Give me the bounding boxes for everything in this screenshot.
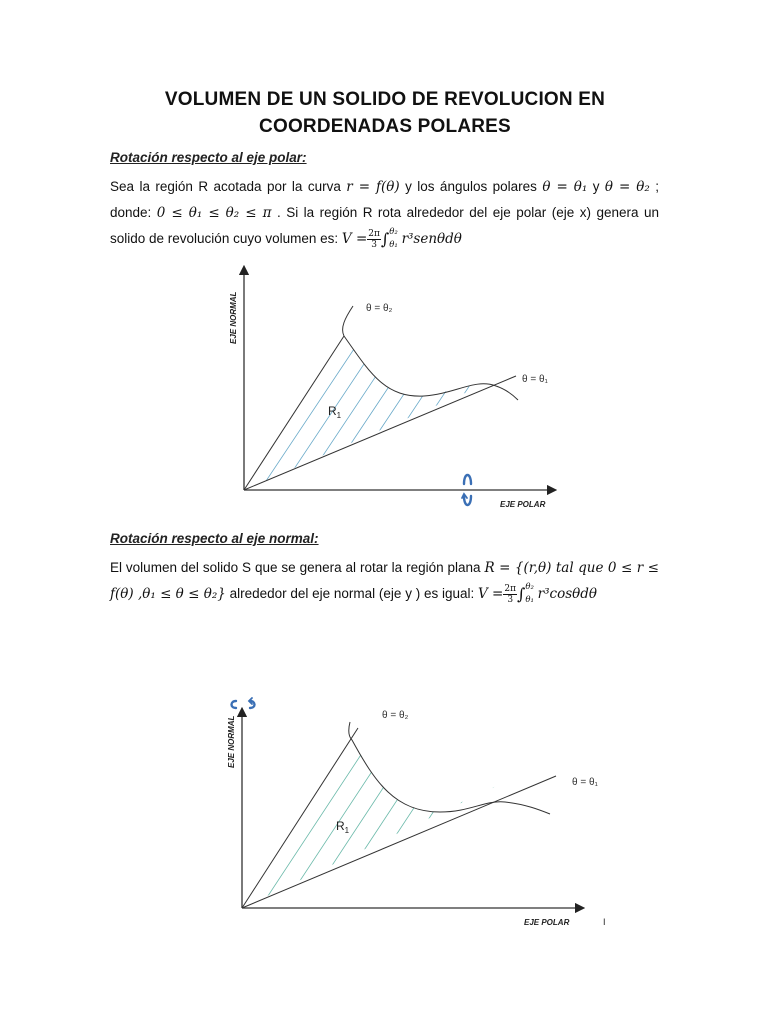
- volume-lhs: V =: [341, 231, 368, 247]
- text: ;: [655, 179, 659, 194]
- text: . Si la región R rota alrededor del eje polar (eje x) genera un solido de revolución cuyo volumen es:: [110, 205, 659, 246]
- ray-theta-1: [244, 376, 516, 490]
- paragraph-normal: [110, 555, 659, 607]
- stray-mark: I: [603, 917, 606, 927]
- figure-polar-rotation: [200, 258, 600, 518]
- integrand: r³cosθdθ: [537, 586, 598, 602]
- section-heading-polar: Rotación respecto al eje polar:: [110, 150, 307, 165]
- region-hatching: [240, 340, 500, 490]
- region-label: $R_1$: [336, 819, 350, 835]
- region-set-definition: R = {(r,θ) tal que 0 ≤ r ≤ f(θ) ,θ₁ ≤ θ ≤ θ₂}: [110, 560, 659, 602]
- axis-label-x: EJE POLAR: [524, 918, 570, 927]
- region-hatching: [238, 738, 526, 908]
- text: y los ángulos polares: [405, 179, 537, 194]
- paragraph-polar: [110, 174, 659, 252]
- ray-label-theta-1: θ = θ₁: [522, 374, 548, 385]
- angle-equation-1: θ = θ₁: [542, 179, 588, 195]
- text: y: [592, 179, 600, 194]
- integral-sign: ∫: [517, 584, 526, 604]
- volume-lhs: V =: [478, 586, 504, 602]
- fraction: $\frac{2\pi}{3}$: [368, 228, 380, 250]
- curve-r-f-theta: [349, 722, 550, 814]
- ray-theta-2: [242, 728, 358, 908]
- angle-equation-2: θ = θ₂: [604, 179, 650, 195]
- rotation-arrow-icon: [232, 698, 255, 708]
- axis-label-x: EJE POLAR: [500, 500, 546, 509]
- ray-theta-1: [242, 776, 556, 908]
- integral-sign: ∫: [380, 229, 390, 249]
- text: donde:: [110, 205, 152, 220]
- figure-normal-rotation: [200, 682, 630, 932]
- integrand: r³senθdθ: [401, 231, 462, 247]
- fraction: $\frac{2\pi}{3}$: [504, 583, 517, 605]
- integral-limits: θ₂ θ₁: [525, 582, 534, 606]
- curve-equation: r = f(θ): [346, 179, 400, 195]
- text: alrededor del eje normal (eje y ) es igual:: [229, 586, 475, 601]
- ray-label-theta-1: θ = θ₁: [572, 777, 598, 788]
- page-title: VOLUMEN DE UN SOLIDO DE REVOLUCION EN COORDENADAS POLARES: [164, 89, 606, 137]
- axis-label-y: EJE NORMAL: [229, 291, 238, 344]
- integral-limits: θ₂ θ₁: [389, 227, 398, 251]
- text: Sea la región R acotada por la curva: [110, 179, 341, 194]
- text: El volumen del solido S que se genera al rotar la región plana: [110, 560, 481, 575]
- ray-label-theta-2: θ = θ₂: [382, 710, 409, 721]
- angle-inequality: 0 ≤ θ₁ ≤ θ₂ ≤ π: [156, 205, 272, 221]
- ray-label-theta-2: θ = θ₂: [366, 303, 393, 314]
- axis-label-y: EJE NORMAL: [227, 715, 236, 768]
- section-heading-normal: Rotación respecto al eje normal:: [110, 531, 319, 546]
- region-label: $R_1$: [328, 404, 342, 420]
